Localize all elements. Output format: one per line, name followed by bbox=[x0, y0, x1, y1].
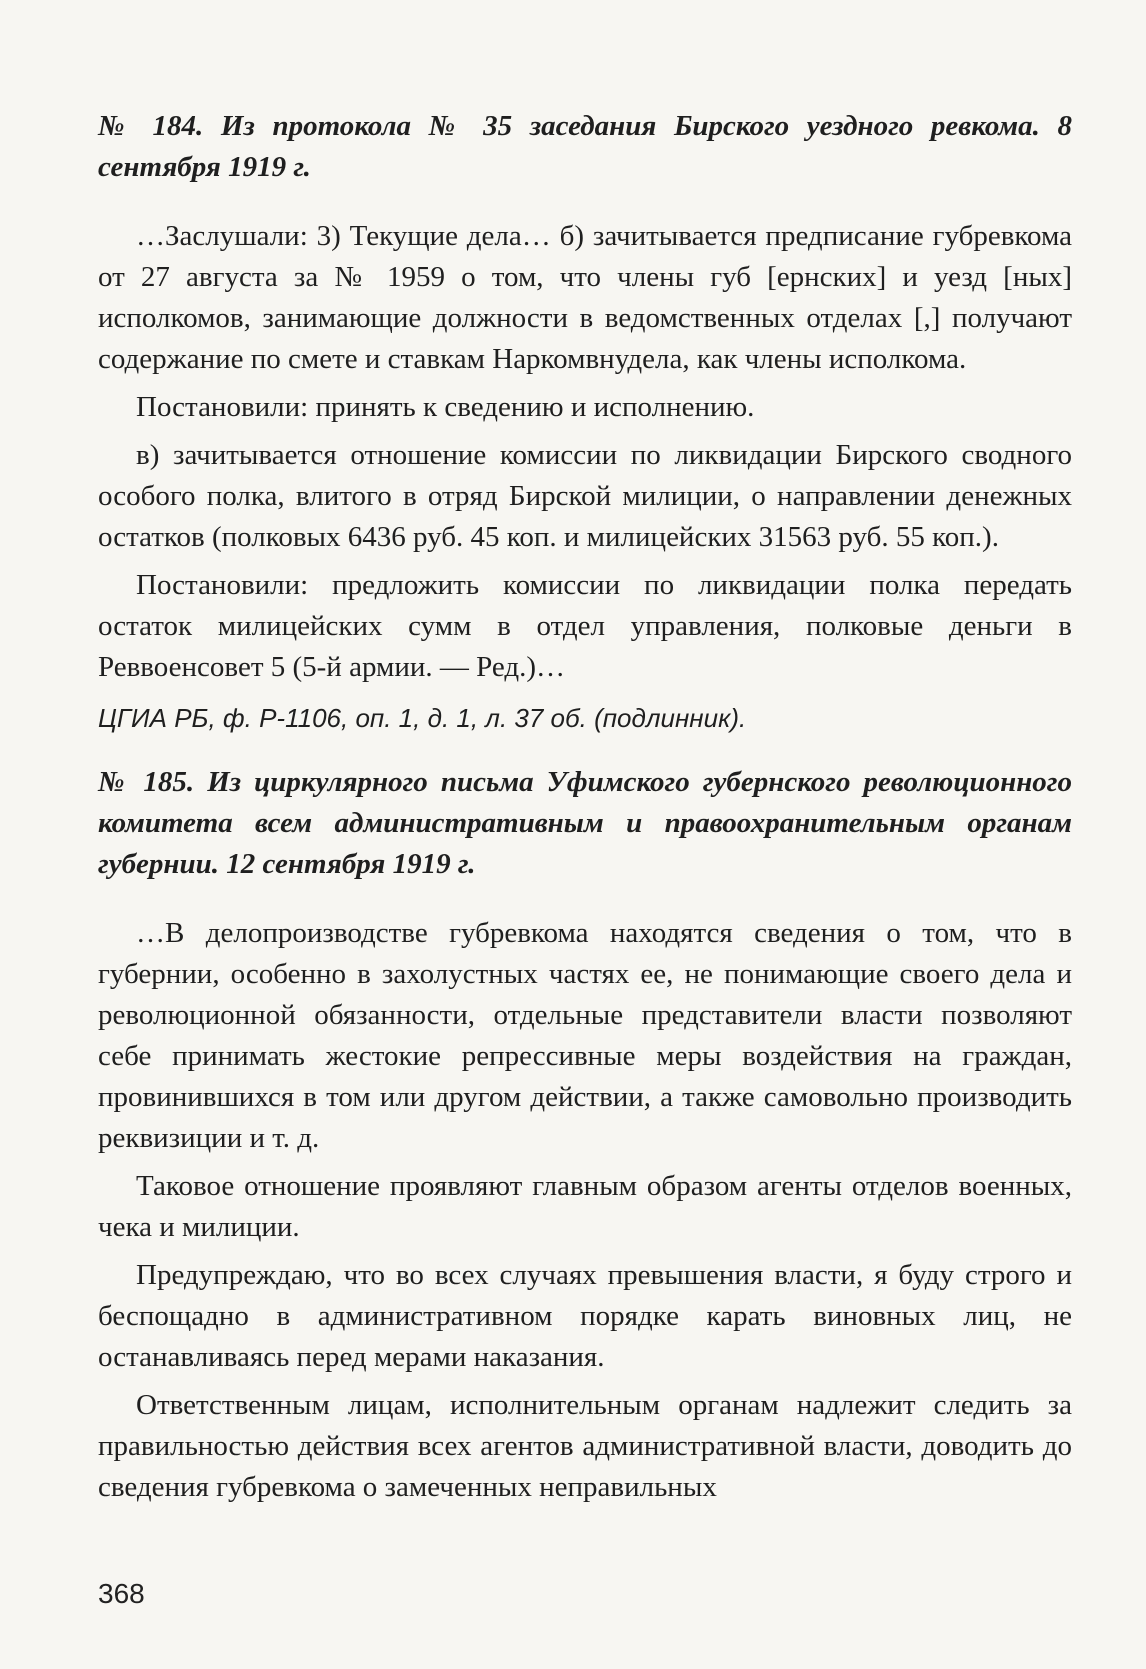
document-184-paragraph: …Заслушали: 3) Текущие дела… б) зачитывается предписание губревкома от 27 августа за № 1959 о том, что члены губ [ернских] и уезд [ных] исполкомов, занимающие должности в ведомственных отделах [,] получают содержание по смете и ставкам Наркомвнудела, как члены исполкома. bbox=[98, 220, 1072, 375]
document-185-paragraph: Предупреждаю, что во всех случаях превышения власти, я буду строго и беспощадно в административном порядке карать виновных лиц, не останавливаясь перед мерами наказания. bbox=[98, 1259, 1072, 1373]
document-185-paragraph: Таковое отношение проявляют главным образом агенты отделов военных, чека и милиции. bbox=[98, 1170, 1072, 1243]
document-184-paragraph: Постановили: принять к сведению и исполнению. bbox=[136, 391, 755, 423]
document-185 bbox=[98, 762, 1072, 1508]
document-185-heading: № 185. Из циркулярного письма Уфимского губернского революционного комитета всем административным и правоохранительным органам губернии. 12 сентября 1919 г. bbox=[98, 766, 1072, 880]
document-184-heading: № 184. Из протокола № 35 заседания Бирского уездного ревкома. 8 сентября 1919 г. bbox=[98, 110, 1072, 183]
document-185-paragraph: Ответственным лицам, исполнительным органам надлежит следить за правильностью действия всех агентов административной власти, доводить до сведения губревкома о замеченных неправильных bbox=[98, 1389, 1072, 1503]
document-184-source: ЦГИА РБ, ф. Р-1106, оп. 1, д. 1, л. 37 об. (подлинник). bbox=[98, 703, 747, 733]
document-184-paragraph: Постановили: предложить комиссии по ликвидации полка передать остаток милицейских сумм в отдел управления, полковые деньги в Реввоенсовет 5 (5-й армии. — Ред.)… bbox=[98, 569, 1072, 683]
document-185-paragraph: …В делопроизводстве губревкома находятся сведения о том, что в губернии, особенно в захолустных частях ее, не понимающие своего дела и революционной обязанности, отдельные представители власти позволяют себе принимать жестокие репрессивные меры воздействия на граждан, провинившихся в том или другом действии, а также самовольно производить реквизиции и т. д. bbox=[98, 917, 1072, 1154]
page-number: 368 bbox=[98, 1578, 145, 1609]
document-184 bbox=[98, 106, 1072, 736]
page-content bbox=[98, 106, 1072, 1515]
document-184-paragraph: в) зачитывается отношение комиссии по ликвидации Бирского сводного особого полка, влитого в отряд Бирской милиции, о направлении денежных остатков (полковых 6436 руб. 45 коп. и милицейских 31563 руб. 55 коп.). bbox=[98, 439, 1072, 553]
